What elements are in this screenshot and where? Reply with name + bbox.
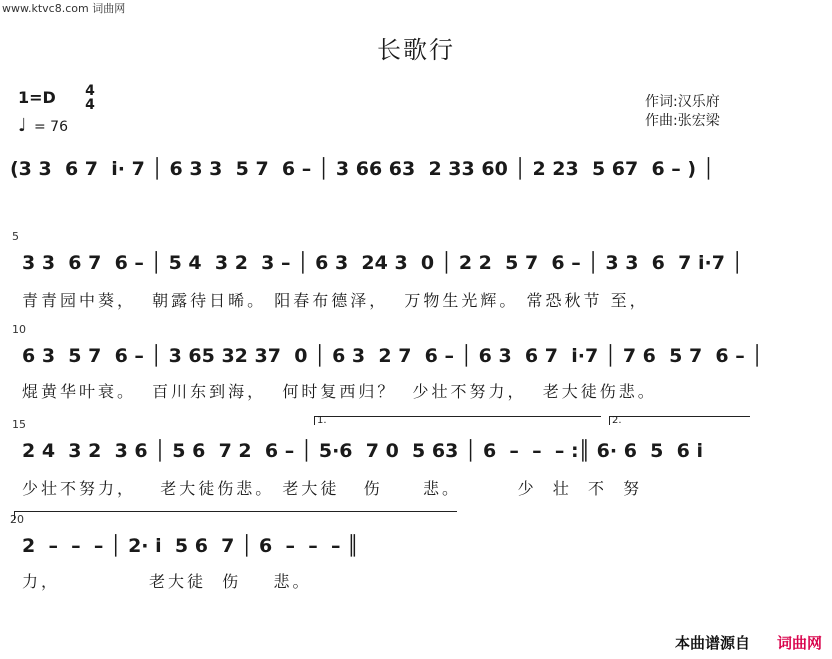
measure-number: 20 xyxy=(10,513,24,526)
score-line-4 xyxy=(0,440,832,540)
watermark: www.ktvc8.com 词曲网 xyxy=(2,2,126,15)
measure-number: 5 xyxy=(12,230,19,243)
time-signature-top: 4 xyxy=(85,83,95,99)
score-line-5 xyxy=(0,535,832,635)
quarter-note-icon: ♩ xyxy=(18,115,27,136)
score-line-1 xyxy=(0,158,832,258)
song-title: 长歌行 xyxy=(377,36,455,64)
notation-row: 2 4 3 2 3 6 │ 5 6 7 2 6 – │ 5·6 7 0 5 63 │ 6 – – – :║ 6· 6 5 6 i xyxy=(22,440,703,462)
measure-number: 10 xyxy=(12,323,26,336)
footer-source-label: 本曲谱源自 xyxy=(674,634,750,652)
second-ending-bracket xyxy=(609,416,750,425)
notation-row: 2 – – – │ 2· i 5 6 7 │ 6 – – – ║ xyxy=(22,535,359,557)
second-ending-label: 2. xyxy=(612,415,622,426)
time-signature xyxy=(84,84,96,112)
score-line-3 xyxy=(0,345,832,445)
footer-site-link[interactable]: 词曲网 xyxy=(776,634,822,652)
key-signature: 1=D xyxy=(18,88,56,107)
score-line-2 xyxy=(0,252,832,352)
measure-number: 15 xyxy=(12,418,26,431)
lyrics-row: 焜黄华叶衰。 百川东到海， 何时复西归？ 少壮不努力， 老大徒伤悲。 xyxy=(22,382,657,401)
notation-row: 3 3 6 7 6 – │ 5 4 3 2 3 – │ 6 3 24 3 0 │ 2 2 5 7 6 – │ 3 3 6 7 i·7 │ xyxy=(22,252,743,274)
notation-row: 6 3 5 7 6 – │ 3 65 32 37 0 │ 6 3 2 7 6 – │ 6 3 6 7 i·7 │ 7 6 5 7 6 – │ xyxy=(22,345,763,367)
first-ending-label: 1. xyxy=(317,415,327,426)
composer-credit: 作曲:张宏梁 xyxy=(645,113,720,129)
notation-row: (3 3 6 7 i· 7 │ 6 3 3 5 7 6 – │ 3 66 63 2 33 60 │ 2 23 5 67 6 – ) │ xyxy=(10,158,715,180)
second-ending-continuation xyxy=(14,511,457,520)
time-signature-bottom: 4 xyxy=(85,97,95,113)
tempo-marking: = 76 xyxy=(34,119,68,135)
lyricist-credit: 作词:汉乐府 xyxy=(645,94,720,110)
lyrics-row: 青青园中葵， 朝露待日晞。 阳春布德泽， 万物生光辉。 常恐秋节 至， xyxy=(22,291,649,310)
lyrics-row: 少壮不努力， 老大徒伤悲。 老大徒 伤 悲。 少 壮 不 努 xyxy=(22,479,643,498)
lyrics-row: 力， 老大徒 伤 悲。 xyxy=(22,572,312,591)
first-ending-bracket xyxy=(314,416,601,425)
